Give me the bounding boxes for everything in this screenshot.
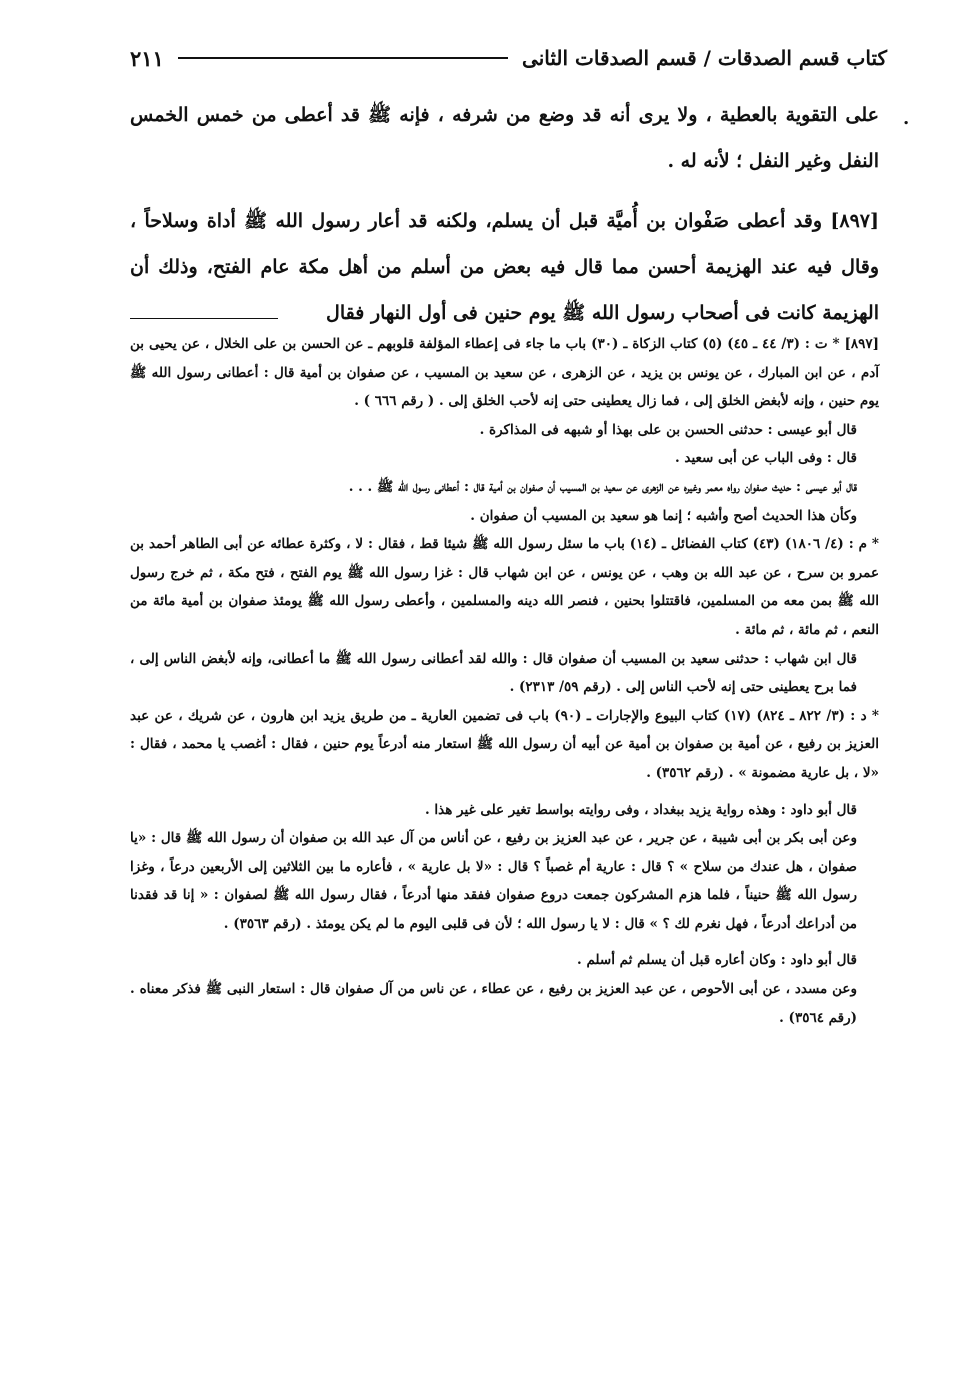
footnote-paragraph: وكأن هذا الحديث أصح وأشبه ؛ إنما هو سعيد بن المسيب أن صفوان . [470, 507, 857, 524]
footnote-paragraph: قال : وفى الباب عن أبى سعيد . [674, 450, 857, 467]
footnote-paragraph: قال أبو عيسى : حديث صفوان رواه معمر وغيره عن الزهرى عن سعيد بن المسيب أن صفوان بن أمية قال : أعطانى رسول الله ﷺ . . . [348, 478, 857, 495]
margin-mark: . [903, 108, 910, 129]
main-paragraph: [٨٩٧] وقد أعطى صَفْوان بن أُميَّة قبل أن يسلم، ولكنه قد أعار رسول الله ﷺ أداة وسلاحاً ، وقال فيه عند الهزيمة أحسن مما قال فيه بعض من أسلم من أهل مكة عام الفتح، وذلك أن الهزيمة كانت فى أصحاب رسول الله ﷺ يوم حنين فى أول النهار فقال [130, 210, 879, 324]
footnote-separator [130, 318, 278, 319]
footnote-paragraph: وعن أبى بكر بن أبى شيبة ، عن جرير ، عن عبد العزيز بن رفيع ، عن أناس من آل عبد الله بن صفوان أن رسول الله ﷺ قال : «يا صفوان ، هل عندك من سلاح » ؟ قال : عارية أم غصباً ؟ قال : «لا بل عارية » ، فأعاره ما بين الثلاثين إلى الأربعين درعاً ، وغزا رسول الله ﷺ حنيناً ، فلما هزم المشركون جمعت دروع صفوان ففقد منها أدرعاً ، فقال رسول الله ﷺ لصفوان : « إنا قد فقدنا من أدراعك أدرعاً ، فهل نغرم لك ؟ » قال : لا يا رسول الله ؛ لأن فى قلبى اليوم ما لم يكن يومئذ . (رقم ٣٥٦٣) . [130, 830, 857, 932]
footnote-paragraph: [٨٩٧] * ت : (٣/ ٤٤ ـ ٤٥) (٥) كتاب الزكاة ـ (٣٠) باب ما جاء فى إعطاء المؤلفة قلوبهم ـ عن الحسن بن على الخلال ، عن يحيى بن آدم ، عن ابن المبارك ، عن يونس بن يزيد ، عن الزهرى ، عن سعيد بن المسيب ، عن صفوان بن أمية قال : أعطانى رسول الله ﷺ يوم حنين ، وإنه لأبغض الخلق إلى ، فما زال يعطينى حتى إنه لأحب الخلق إلى . ( رقم ٦٦٦ ) . [130, 336, 879, 410]
footnote-paragraph: قال ابن شهاب : حدثنى سعيد بن المسيب أن صفوان قال : والله لقد أعطانى رسول الله ﷺ ما أعطانى، وإنه لأبغض الناس إلى ، فما برح يعطينى حتى إنه لأحب الناس إلى . (رقم ٥٩/ ٢٣١٣) . [130, 650, 857, 696]
footnote-paragraph: * م : (٤/ ١٨٠٦) (٤٣) كتاب الفضائل ـ (١٤) باب ما سئل رسول الله ﷺ شيئا قط ، فقال : لا ، وكثرة عطائه عن أبى الطاهر أحمد بن عمرو بن سرح ، عن عبد الله بن وهب ، عن يونس ، عن ابن شهاب قال : غزا رسول الله ﷺ يوم الفتح ، فتح مكة ، ثم خرج رسول الله ﷺ بمن معه من المسلمين، فاقتتلوا بحنين ، فنصر الله دينه والمسلمين ، وأعطى رسول الله ﷺ يومئذ صفوان بن أمية مائة من النعم ، ثم مائة ، ثم مائة . [130, 536, 879, 638]
main-text [130, 92, 879, 336]
page-header [130, 38, 887, 78]
page-number: ٢١١ [130, 45, 164, 71]
footnotes [130, 330, 879, 1032]
footnote-paragraph: قال أبو داود : وهذه رواية يزيد ببغداد ، وفى روايته بواسط تغير على غير هذا . [424, 801, 857, 818]
footnote-paragraph: وعن مسدد ، عن أبى الأحوص ، عن عبد العزيز بن رفيع ، عن عطاء ، عن ناس من آل صفوان قال : استعار النبى ﷺ فذكر معناه . (رقم ٣٥٦٤) . [130, 981, 857, 1026]
footnote-paragraph: قال أبو عيسى : حدثنى الحسن بن على بهذا أو شبهه فى المذاكرة . [479, 421, 857, 438]
main-paragraph: على التقوية بالعطية ، ولا يرى أنه قد وضع من شرفه ، فإنه ﷺ قد أعطى من خمس الخمس النفل وغير النفل ؛ لأنه له . [130, 104, 879, 172]
running-title: كتاب قسم الصدقات / قسم الصدقات الثانى [522, 46, 887, 70]
header-rule [178, 57, 508, 59]
footnote-paragraph: * د : (٣/ ٨٢٢ ـ ٨٢٤) (١٧) كتاب البيوع والإجارات ـ (٩٠) باب فى تضمين العارية ـ من طريق يزيد ابن هارون ، عن شريك ، عن عبد العزيز بن رفيع ، عن أمية بن صفوان بن أمية عن أبيه أن رسول الله ﷺ استعار منه أدرعاً يوم حنين ، فقال : أغصب يا محمد ، فقال : «لا ، بل عارية مضمونة » . (رقم ٣٥٦٢) . [130, 707, 879, 781]
footnote-paragraph: قال أبو داود : وكان أعاره قبل أن يسلم ثم أسلم . [577, 952, 857, 969]
